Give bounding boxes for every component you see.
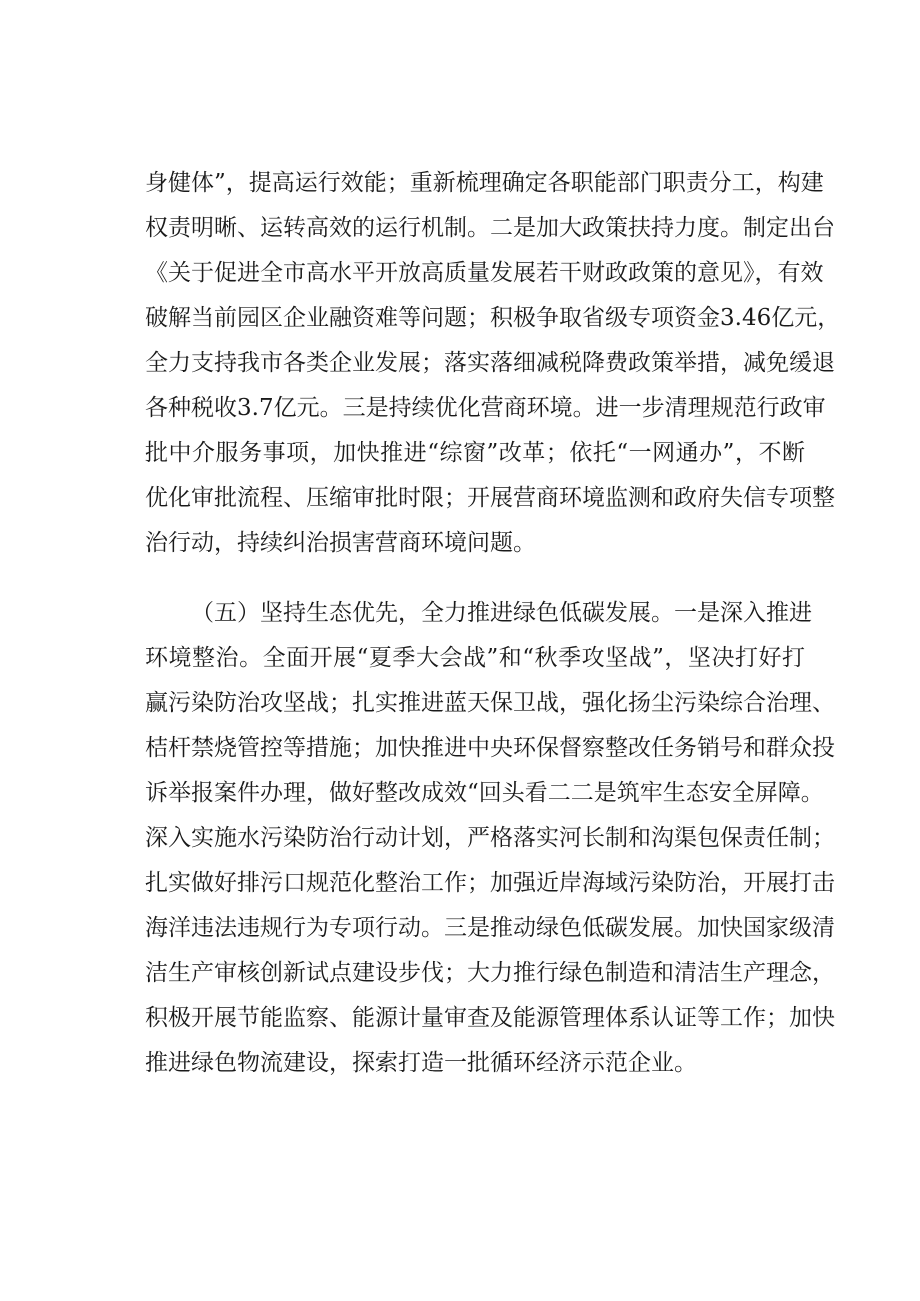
text-line: 赢污染防治攻坚战；扎实推进蓝天保卫战，强化扬尘污染综合治理、 — [145, 690, 835, 716]
text-line: 桔杆禁烧管控等措施；加快推进中央环保督察整改任务销号和群众投 — [145, 735, 835, 761]
text-line: 积极开展节能监察、能源计量审查及能源管理体系认证等工作；加快 — [145, 1005, 835, 1031]
text-line: 各种税收3.7亿元。三是持续优化营商环境。进一步清理规范行政审 — [145, 395, 826, 421]
text-line: 推进绿色物流建设，探索打造一批循环经济示范企业。 — [145, 1050, 697, 1076]
text-line: 破解当前园区企业融资难等问题；积极争取省级专项资金3.46亿元， — [145, 305, 841, 331]
text-line: 洁生产审核创新试点建设步伐；大力推行绿色制造和清洁生产理念， — [145, 960, 835, 986]
text-line: 《关于促进全市高水平开放高质量发展若干财政政策的意见》，有效 — [145, 260, 824, 286]
text-line: 扎实做好排污口规范化整治工作；加强近岸海域污染防治，开展打击 — [145, 870, 835, 896]
text-line: 权责明晰、运转高效的运行机制。二是加大政策扶持力度。制定出台 — [145, 215, 835, 241]
section-heading-line: （五）坚持生态优先，全力推进绿色低碳发展。一是深入推进 — [191, 600, 812, 626]
text-line: 批中介服务事项，加快推进“综窗”改革；依托“一网通办”，不断 — [145, 440, 805, 466]
text-line: 优化审批流程、压缩审批时限；开展营商环境监测和政府失信专项整 — [145, 485, 835, 511]
text-line: 环境整治。全面开展“夏季大会战”和“秋季攻坚战”，坚决打好打 — [145, 645, 805, 671]
text-line: 全力支持我市各类企业发展；落实落细减税降费政策举措，减免缓退 — [145, 350, 835, 376]
text-line: 诉举报案件办理，做好整改成效“回头看二二是筑牢生态安全屏障。 — [145, 780, 824, 806]
text-line: 海洋违法违规行为专项行动。三是推动绿色低碳发展。加快国家级清 — [145, 915, 835, 941]
text-line: 身健体”，提高运行效能；重新梳理确定各职能部门职责分工，构建 — [145, 170, 824, 196]
text-line: 深入实施水污染防治行动计划，严格落实河长制和沟渠包保责任制； — [145, 825, 835, 851]
text-line: 治行动，持续纠治损害营商环境问题。 — [145, 530, 536, 556]
